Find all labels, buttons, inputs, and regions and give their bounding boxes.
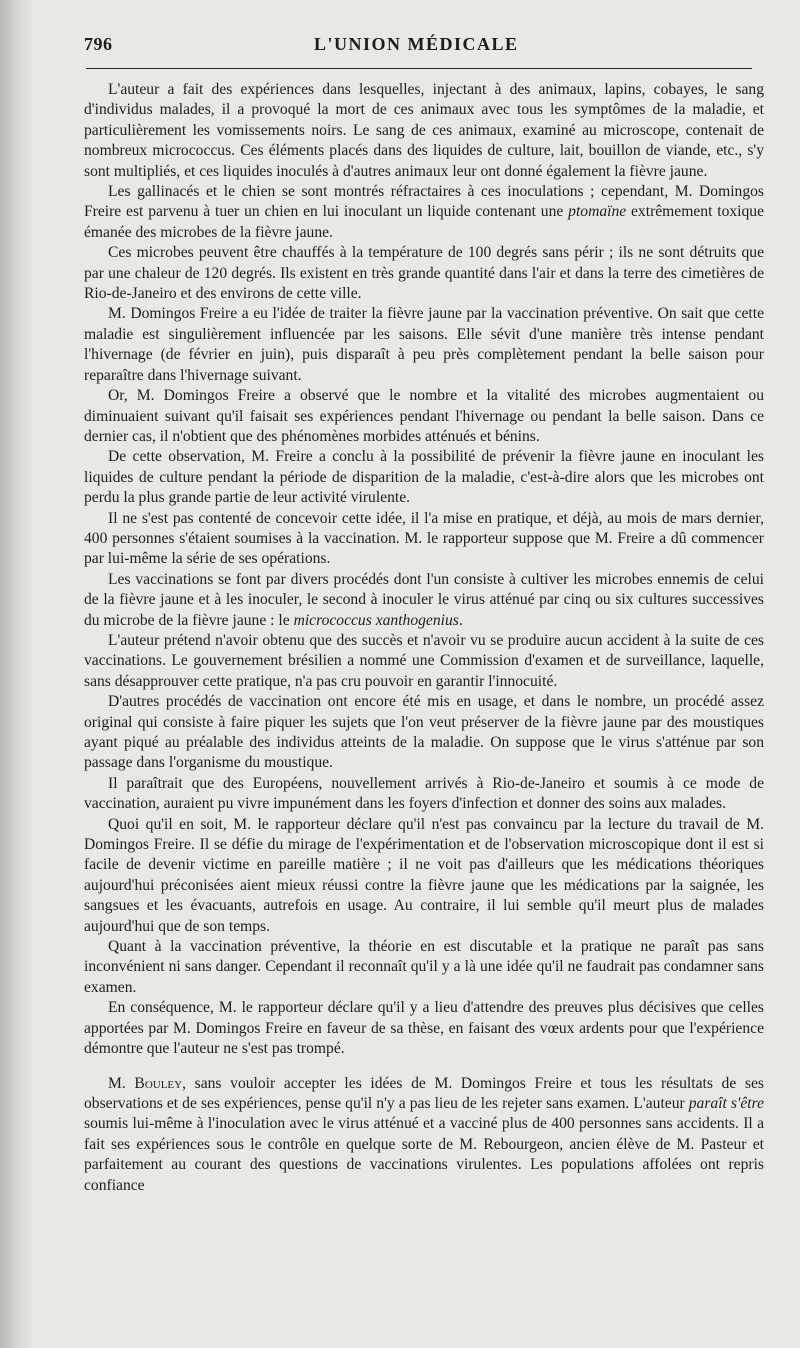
paragraph-bouley: M. Bouley, sans vouloir accepter les idées de M. Domingos Freire et tous les résultats de ses observations et de ses expériences, pense qu'il n'y a pas lieu de les rejeter sans examen. L'auteur paraît s'être soumis lui-même à l'inoculation avec le virus atténué et a vacciné plus de 400 personnes sans accidents. Il a fait ses expériences sous le contrôle en quelque sorte de M. Rebourgeon, ancien élève de M. Pasteur et parfaitement au courant des questions de vaccinations virulentes. Les populations affolées ont repris confiance xyxy=(84,1074,764,1194)
paragraph-2: Les gallinacés et le chien se sont montrés réfractaires à ces inoculations ; cependant, M. Domingos Freire est parvenu à tuer un chien en lui inoculant un liquide contenant une ptomaïne extrêmement toxique émanée des microbes de la fièvre jaune. xyxy=(84,183,765,241)
emphasis-paraitre: paraît s'être xyxy=(688,1094,764,1112)
paragraph-3: Ces microbes peuvent être chauffés à la température de 100 degrés sans périr ; ils ne sont détruits que par une chaleur de 120 degrés. Ils existent en très grande quantité dans l'air et dans la terre des cimetières de Rio-de-Janeiro et des environs de cette ville. xyxy=(84,244,764,303)
page-edge-shadow xyxy=(0,0,34,1348)
paragraph-13: Quant à la vaccination préventive, la théorie en est discutable et la pratique ne paraît pas sans inconvénient ni sans danger. Cependant il reconnaît qu'il y a là une idée qu'il ne faudrait pas condamner sans examen. xyxy=(84,938,764,996)
emphasis-micrococcus: micrococcus xanthogenius xyxy=(293,611,459,629)
paragraph-4: M. Domingos Freire a eu l'idée de traiter la fièvre jaune par la vaccination préventive. On sait que cette maladie est singulièrement influencée par les saisons. Elle sévit d'une manière très intense pendant l'hivernage (de février en juin), puis disparaît à peu près complètement pendant la belle saison pour reparaître dans l'hivernage suivant. xyxy=(84,305,764,384)
page-header xyxy=(84,28,760,58)
body-text xyxy=(84,80,764,1196)
paragraph-10: D'autres procédés de vaccination ont encore été mis en usage, et dans le nombre, un procédé assez original qui consiste à faire piquer les sujets que l'on veut préserver de la fièvre jaune par des moustiques ayant piqué au préalable des individus atteints de la maladie. On suppose que le virus s'atténue par son passage dans l'organisme du moustique. xyxy=(84,693,764,772)
running-title: L'UNION MÉDICALE xyxy=(314,34,519,54)
paragraph-7: Il ne s'est pas contenté de concevoir cette idée, il l'a mise en pratique, et déjà, au mois de mars dernier, 400 personnes s'étaient soumises à la vaccination. M. le rapporteur suppose que M. Freire a dû commencer par lui-même la série de ses opérations. xyxy=(84,509,764,568)
speaker-name: Bouley xyxy=(134,1074,183,1092)
header-rule xyxy=(86,68,752,69)
paragraph-11: Il paraîtrait que des Européens, nouvellement arrivés à Rio-de-Janeiro et soumis à ce mode de vaccination, auraient pu vivre impunément dans les foyers d'infection et donner des soins aux malades. xyxy=(84,774,764,813)
paragraph-12: Quoi qu'il en soit, M. le rapporteur déclare qu'il n'est pas convaincu par la lecture du travail de M. Domingos Freire. Il se défie du mirage de l'expérimentation et de l'observation microscopique dont il est si facile de devenir victime en pareille matière ; il ne voit pas d'ailleurs que les médications théoriques aujourd'hui préconisées aient mieux réussi contre la fièvre jaune que les médications par la saignée, les sangsues et les évacuants, autrefois en usage. Au contraire, il lui semble qu'il meurt plus de malades aujourd'hui que de son temps. xyxy=(84,815,764,935)
paragraph-8: Les vaccinations se font par divers procédés dont l'un consiste à cultiver les microbes ennemis de celui de la fièvre jaune et à les inoculer, le second à inoculer le virus atténué par cinq ou six cultures successives du microbe de la fièvre jaune : le micrococcus xanthogenius. xyxy=(84,570,764,629)
page-number: 796 xyxy=(84,34,113,54)
paragraph-1: L'auteur a fait des expériences dans lesquelles, injectant à des animaux, lapins, cobayes, le sang d'individus malades, il a provoqué la mort de ces animaux avec tous les symptômes de la maladie, et particulièrement les vomissements noirs. Le sang de ces animaux, examiné au microscope, contenait de nombreux micrococcus. Ces éléments placés dans des liquides de culture, lait, bouillon de viande, etc., s'y sont multipliés, et ces liquides inoculés à d'autres animaux leur ont donné également la fièvre jaune. xyxy=(84,81,764,180)
paragraph-9: L'auteur prétend n'avoir obtenu que des succès et n'avoir vu se produire aucun accident à la suite de ces vaccinations. Le gouvernement brésilien a nommé une Commission d'examen et de surveillance, laquelle, sans désapprouver cette pratique, n'a pas cru pouvoir en garantir l'innocuité. xyxy=(84,631,764,690)
emphasis-ptomaine: ptomaïne xyxy=(568,203,627,221)
paragraph-5: Or, M. Domingos Freire a observé que le nombre et la vitalité des microbes augmentaient ou diminuaient suivant qu'il faisait ses expériences pendant l'hivernage ou pendant la belle saison. Dans ce dernier cas, il n'obtient que des phénomènes morbides atténués et bénins. xyxy=(84,387,764,445)
paragraph-14: En conséquence, M. le rapporteur déclare qu'il y a lieu d'attendre des preuves plus décisives que celles apportées par M. Domingos Freire en faveur de sa thèse, en faisant des vœux ardents pour que l'expérience démontre que l'auteur ne s'est pas trompé. xyxy=(84,999,764,1058)
paragraph-6: De cette observation, M. Freire a conclu à la possibilité de prévenir la fièvre jaune en inoculant les liquides de culture pendant la période de disparition de la maladie, c'est-à-dire alors que les microbes ont perdu la plus grande partie de leur activité virulente. xyxy=(84,448,764,507)
